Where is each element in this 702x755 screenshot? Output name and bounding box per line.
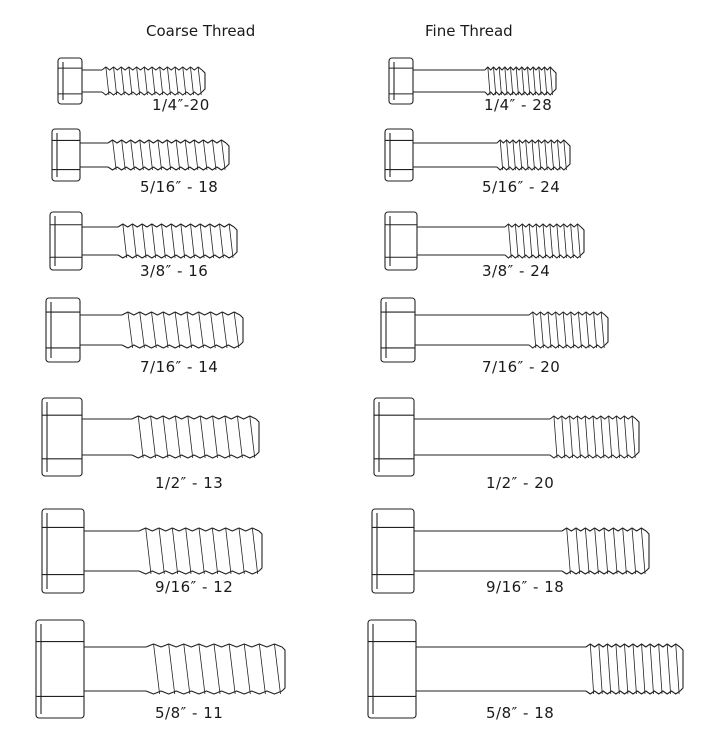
fine-bolt-label: 3/8″ - 24 (482, 262, 551, 280)
coarse-thread-heading: Coarse Thread (146, 22, 256, 40)
thread-bottom-edge (550, 455, 636, 458)
coarse-bolt-1 (52, 129, 229, 181)
bolt-shank (82, 419, 132, 455)
bolt-tip (256, 419, 259, 455)
bolt-head (385, 129, 413, 181)
thread-top-edge (118, 224, 234, 227)
bolt-shank (82, 227, 118, 255)
fine-bolt-1 (385, 129, 570, 181)
bolt-tip (282, 647, 285, 691)
coarse-bolt-label: 1/2″ - 13 (155, 474, 224, 492)
bolt-tip (680, 647, 683, 691)
thread-crests (554, 416, 635, 458)
bolt-head (42, 398, 82, 476)
bolt-shank (84, 647, 146, 691)
bolt-tip (636, 419, 639, 455)
coarse-bolt-label: 7/16″ - 14 (140, 358, 219, 376)
thread-bottom-edge (497, 167, 567, 170)
bolt-head (52, 129, 80, 181)
fine-bolt-label: 9/16″ - 18 (486, 578, 565, 596)
thread-bottom-edge (122, 345, 240, 348)
coarse-bolt-label: 1/4″-20 (152, 96, 210, 114)
thread-bottom-edge (146, 691, 282, 694)
thread-crests (488, 67, 553, 95)
fine-bolt-3 (381, 298, 608, 362)
bolt-head (368, 620, 416, 718)
thread-crests (138, 416, 255, 458)
bolt-head (389, 58, 413, 104)
bolt-tip (240, 315, 243, 345)
coarse-bolt-label: 5/16″ - 18 (140, 178, 219, 196)
thread-crests (146, 528, 258, 574)
bolt-head (58, 58, 82, 104)
bolt-shank (413, 70, 485, 92)
bolt-head (42, 509, 84, 593)
bolt-tip (234, 227, 237, 255)
bolt-tip (259, 531, 262, 571)
bolt-shank (80, 143, 108, 167)
thread-bottom-edge (529, 345, 605, 348)
bolt-shank (82, 70, 102, 92)
thread-crests (508, 224, 580, 258)
bolt-shank (416, 647, 586, 691)
thread-bottom-edge (108, 167, 226, 170)
fine-bolt-label: 1/2″ - 20 (486, 474, 555, 492)
bolt-tip (605, 315, 608, 345)
thread-crests (154, 644, 281, 694)
bolt-shank (84, 531, 139, 571)
coarse-bolt-label: 9/16″ - 12 (155, 578, 234, 596)
bolt-shank (415, 315, 529, 345)
thread-bottom-edge (562, 571, 646, 574)
thread-crests (128, 312, 239, 348)
coarse-bolt-4 (42, 398, 259, 476)
bolt-shank (414, 531, 562, 571)
coarse-bolt-3 (46, 298, 243, 362)
bolt-head (36, 620, 84, 718)
bolt-shank (80, 315, 122, 345)
fine-bolt-label: 7/16″ - 20 (482, 358, 561, 376)
thread-bottom-edge (118, 255, 234, 258)
thread-crests (567, 528, 645, 574)
fine-bolt-label: 1/4″ - 28 (484, 96, 553, 114)
thread-top-edge (485, 67, 553, 70)
bolt-tip (553, 70, 556, 92)
fine-bolt-label: 5/16″ - 24 (482, 178, 561, 196)
fine-bolt-4 (374, 398, 639, 476)
coarse-bolt-label: 5/8″ - 11 (155, 704, 224, 722)
fine-thread-heading: Fine Thread (425, 22, 513, 40)
thread-crests (533, 312, 604, 348)
thread-crests (106, 67, 201, 95)
bolt-tip (581, 227, 584, 255)
thread-crests (113, 140, 226, 170)
bolt-head (374, 398, 414, 476)
thread-bottom-edge (102, 92, 202, 95)
thread-bottom-edge (586, 691, 680, 694)
bolt-shank (413, 143, 497, 167)
thread-crests (500, 140, 566, 170)
bolt-tip (646, 531, 649, 571)
bolt-head (372, 509, 414, 593)
thread-crests (123, 224, 233, 258)
coarse-bolt-label: 3/8″ - 16 (140, 262, 209, 280)
bolt-tip (226, 143, 229, 167)
bolt-shank (414, 419, 550, 455)
fine-bolt-label: 5/8″ - 18 (486, 704, 555, 722)
bolt-tip (567, 143, 570, 167)
thread-bottom-edge (132, 455, 256, 458)
thread-bottom-edge (139, 571, 259, 574)
thread-crests (590, 644, 679, 694)
bolt-tip (202, 70, 205, 92)
thread-bottom-edge (505, 255, 581, 258)
bolt-shank (417, 227, 505, 255)
